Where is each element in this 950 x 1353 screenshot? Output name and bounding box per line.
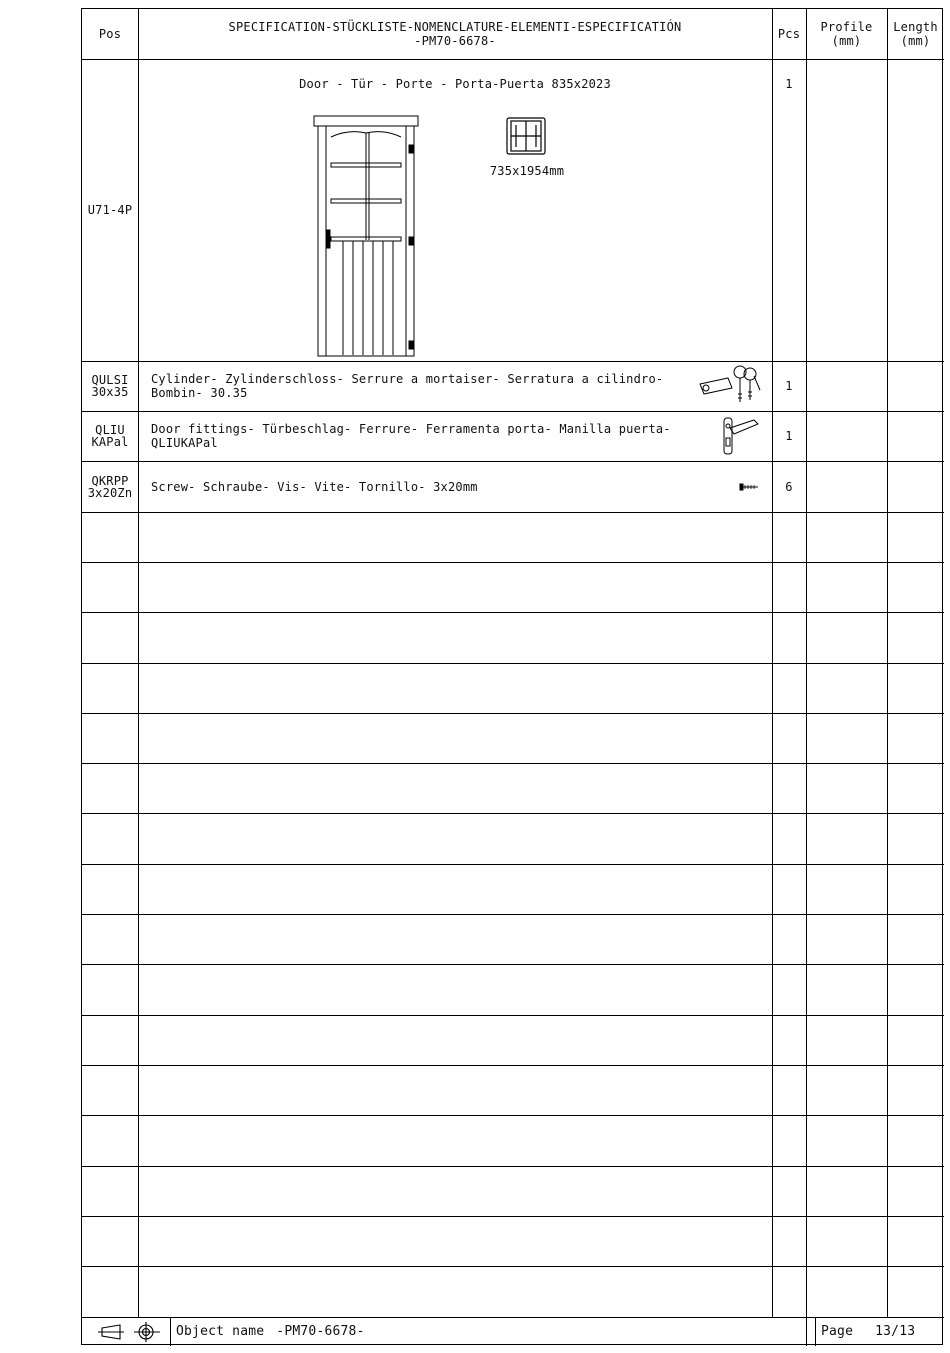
header-title (138, 9, 772, 59)
door-handle-icon (718, 414, 764, 458)
row-fittings-description: Door fittings- Türbeschlag- Ferrure- Ferramenta porta- Manilla puerta- QLIUKAPal (151, 422, 671, 450)
door-drawing (313, 115, 419, 357)
footer-divider-symbols (170, 1317, 171, 1346)
row-screw-pos-line2: 3x20Zn (87, 485, 133, 500)
row-divider (82, 964, 944, 965)
row-divider (82, 1065, 944, 1066)
row-divider (82, 1216, 944, 1217)
footer-page-label: Page (821, 1323, 854, 1339)
row-cylinder-pos-line1: QULSI (91, 373, 129, 387)
row-screw-pos-line1: QKRPP (91, 473, 129, 488)
header-title-line1: SPECIFICATION-STÜCKLISTE-NOMENCLATURE-ELEMENTI-ESPECIFICATIÓN (228, 20, 682, 34)
column-divider-pcs (806, 9, 807, 1346)
footer-object-value: -PM70-6678- (276, 1323, 365, 1339)
row-cylinder-pos (82, 361, 138, 411)
row-screw-pcs: 6 (785, 479, 793, 494)
row-door-pos: U71-4P (87, 203, 133, 217)
row-divider (82, 864, 944, 865)
header-profile (806, 9, 887, 59)
row-divider (82, 713, 944, 714)
specification-sheet (81, 8, 943, 1345)
row-fittings-pos-line2: KAPal (91, 435, 129, 449)
row-divider (82, 59, 944, 60)
row-divider (82, 512, 944, 513)
opening-symbol-icon (506, 117, 546, 155)
row-cylinder-description: Cylinder- Zylinderschloss- Serrure a mortaiser- Serratura a cilindro- Bombin- 30.35 (151, 372, 664, 400)
header-pos: Pos (98, 27, 122, 41)
row-cylinder-pcs: 1 (785, 379, 793, 393)
footer-object-label: Object name (176, 1323, 265, 1339)
cylinder-lock-icon (698, 364, 762, 408)
row-divider (82, 914, 944, 915)
projection-symbol-icon (98, 1321, 162, 1343)
footer-page-value: 13/13 (875, 1323, 916, 1339)
header-length (887, 9, 944, 59)
row-screw-pos (82, 461, 138, 512)
row-divider (82, 663, 944, 664)
footer-object-name (176, 1317, 476, 1346)
row-door-description: Door - Tür - Porte - Porta-Puerta 835x2023 (299, 77, 611, 91)
row-fittings-pcs: 1 (785, 429, 793, 443)
screw-icon (738, 482, 762, 492)
header-length-unit: (mm) (900, 34, 931, 48)
row-divider (82, 813, 944, 814)
header-length-label: Length (893, 20, 938, 34)
row-divider (82, 1115, 944, 1116)
row-fittings-pos-line1: QLIU (95, 423, 125, 437)
row-divider (82, 1266, 944, 1267)
row-divider (82, 612, 944, 613)
header-profile-unit: (mm) (831, 34, 862, 48)
row-cylinder-pos-line2: 30x35 (91, 385, 129, 399)
header-profile-label: Profile (820, 20, 873, 34)
row-divider (82, 763, 944, 764)
row-screw-description: Screw- Schraube- Vis- Vite- Tornillo- 3x20mm (151, 479, 478, 494)
header-title-line2: -PM70-6678- (414, 34, 496, 48)
row-divider (82, 562, 944, 563)
row-divider (82, 1166, 944, 1167)
row-divider (82, 1015, 944, 1016)
header-pcs: Pcs (777, 27, 801, 41)
footer-page (815, 1317, 944, 1346)
row-fittings-pos (82, 411, 138, 461)
row-door-pcs: 1 (785, 77, 793, 91)
row-door-opening-size: 735x1954mm (489, 164, 565, 178)
